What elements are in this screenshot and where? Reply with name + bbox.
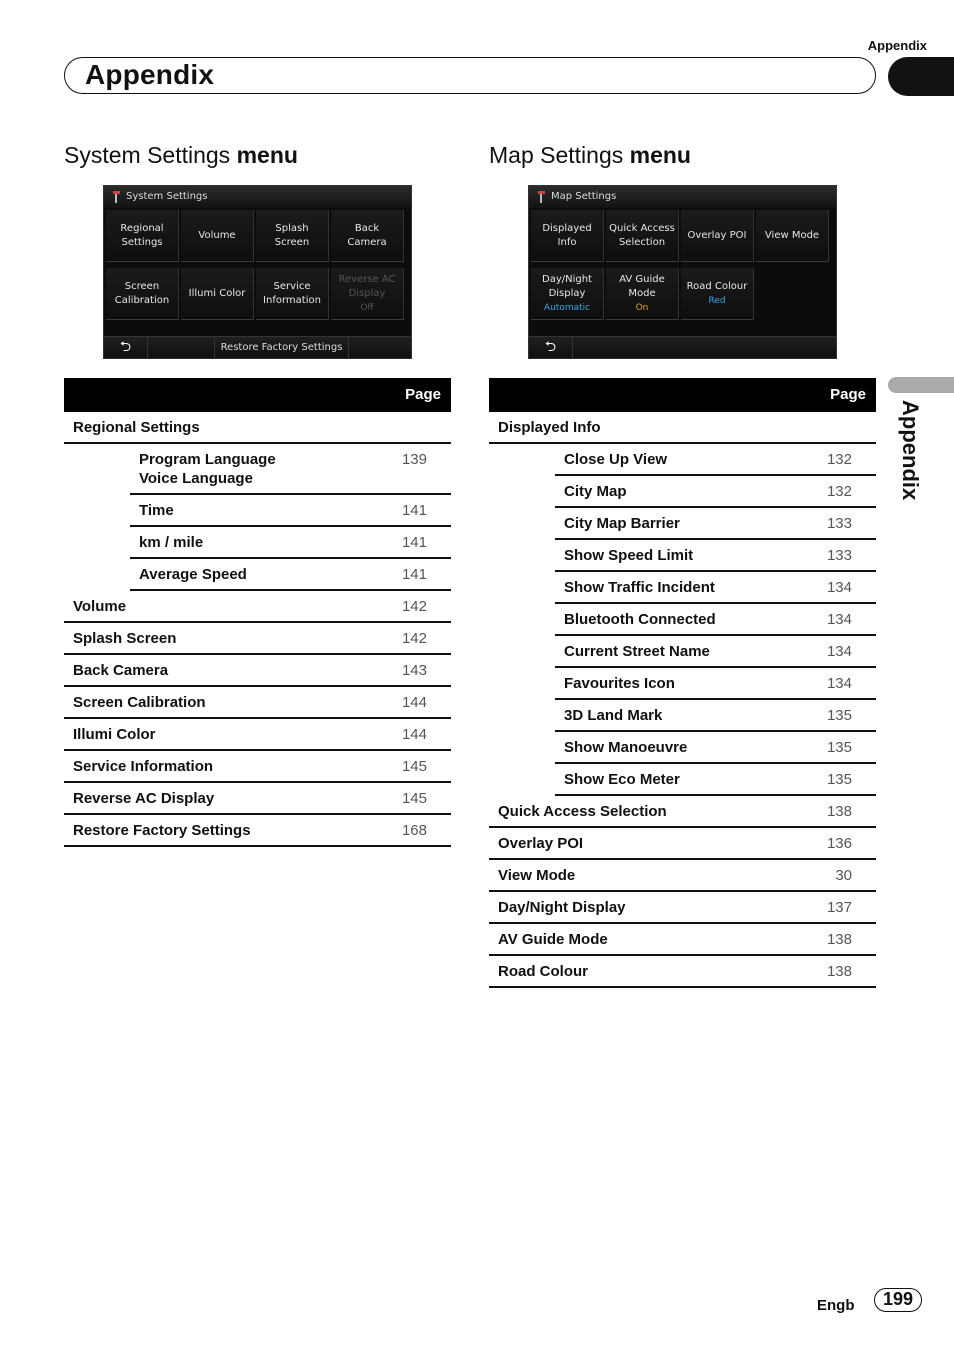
- row-label: [73, 597, 126, 616]
- row-label: [564, 642, 710, 661]
- row-label-line: Show Manoeuvre: [564, 739, 688, 756]
- side-tab: [895, 400, 925, 520]
- row-label: [564, 738, 687, 757]
- row-label: [498, 418, 601, 437]
- table-row: [555, 444, 876, 476]
- screen-title-bar: [104, 186, 411, 208]
- tile-label: Info: [557, 236, 577, 248]
- tile-overlay-poi[interactable]: [681, 210, 754, 262]
- tile-label: Splash: [275, 222, 309, 234]
- row-label: [73, 757, 213, 776]
- tile-day-night-display[interactable]: [531, 268, 604, 320]
- tile-splash-screen[interactable]: [256, 210, 329, 262]
- row-label: [73, 789, 214, 808]
- table-row: [489, 860, 876, 892]
- row-page-number: 133: [826, 515, 852, 532]
- system-settings-heading: [64, 142, 298, 169]
- row-label-line: Splash Screen: [73, 630, 177, 647]
- row-label-line: Displayed Info: [498, 419, 601, 436]
- page-number: 199: [874, 1288, 922, 1312]
- tile-label: Displayed: [542, 222, 592, 234]
- row-label-line: Program Language: [139, 451, 276, 468]
- row-label-line: Road Colour: [498, 963, 588, 980]
- row-label-line: Volume: [73, 598, 127, 615]
- tile-label: Day/Night: [542, 273, 592, 285]
- system-settings-heading-bold: menu: [236, 142, 298, 168]
- map-settings-table: [489, 378, 876, 988]
- row-page-number: 135: [826, 739, 852, 756]
- row-label: [73, 693, 206, 712]
- tile-quick-access-selection[interactable]: [606, 210, 679, 262]
- row-label: [564, 706, 662, 725]
- row-page-number: 141: [401, 534, 427, 551]
- system-settings-heading-normal: System Settings: [64, 142, 231, 168]
- back-arrow-icon[interactable]: ⮌: [529, 337, 573, 358]
- row-label-line: City Map: [564, 483, 627, 500]
- row-label: [498, 802, 667, 821]
- tile-label: Volume: [198, 229, 236, 241]
- table-row: [64, 591, 451, 623]
- row-label: [73, 661, 168, 680]
- row-label: [498, 834, 583, 853]
- row-label-line: Screen Calibration: [73, 694, 206, 711]
- row-label: [498, 898, 626, 917]
- tile-road-colour[interactable]: [681, 268, 754, 320]
- row-page-number: 139: [401, 451, 427, 468]
- table-row: [130, 527, 451, 559]
- tile-label: Regional: [120, 222, 164, 234]
- system-settings-screen: [103, 185, 412, 359]
- map-settings-screen: [528, 185, 837, 359]
- table-header: [489, 378, 876, 412]
- chapter-tab: [888, 57, 954, 96]
- row-label-line: Overlay POI: [498, 835, 584, 852]
- tile-screen-calibration[interactable]: [106, 268, 179, 320]
- row-label-line: Favourites Icon: [564, 675, 675, 692]
- row-page-number: 138: [826, 931, 852, 948]
- tile-label: Reverse AC: [338, 273, 396, 285]
- row-label: [139, 565, 247, 584]
- tile-label: Camera: [347, 236, 387, 248]
- screen-title: Map Settings: [551, 191, 617, 202]
- row-label-line: Quick Access Selection: [498, 803, 667, 820]
- row-label: [498, 930, 608, 949]
- row-label: [73, 725, 156, 744]
- tile-label: Road Colour: [686, 280, 748, 292]
- restore-factory-settings-button[interactable]: Restore Factory Settings: [214, 337, 349, 358]
- row-label: [139, 450, 276, 488]
- settings-icon: [113, 190, 120, 204]
- row-label-line: Reverse AC Display: [73, 790, 215, 807]
- row-label: [564, 514, 680, 533]
- settings-icon: [538, 190, 545, 204]
- row-page-number: 138: [826, 803, 852, 820]
- row-page-number: 168: [401, 822, 427, 839]
- row-label: [73, 821, 251, 840]
- row-label-line: 3D Land Mark: [564, 707, 663, 724]
- table-row: [130, 559, 451, 591]
- row-label: [498, 866, 575, 885]
- tile-label: Display: [348, 287, 386, 299]
- table-row: [130, 444, 451, 495]
- row-label-line: Time: [139, 502, 174, 519]
- tile-label: Settings: [121, 236, 163, 248]
- screen-title-bar: [529, 186, 836, 208]
- tile-reverse-ac-display[interactable]: [331, 268, 404, 320]
- row-page-number: 142: [401, 630, 427, 647]
- row-page-number: 134: [826, 611, 852, 628]
- row-page-number: 145: [401, 790, 427, 807]
- row-label-line: Restore Factory Settings: [73, 822, 251, 839]
- table-row: [555, 732, 876, 764]
- row-label: [139, 533, 203, 552]
- row-label: [73, 629, 176, 648]
- tile-status: Automatic: [543, 302, 591, 313]
- row-page-number: 134: [826, 579, 852, 596]
- chapter-title: Appendix: [85, 59, 215, 90]
- row-page-number: 144: [401, 726, 427, 743]
- row-page-number: 137: [826, 899, 852, 916]
- row-page-number: 132: [826, 451, 852, 468]
- table-row: [555, 700, 876, 732]
- table-row: [555, 508, 876, 540]
- tile-label: Information: [263, 294, 321, 306]
- tile-status: On: [635, 302, 649, 313]
- table-row: [64, 687, 451, 719]
- running-head: Appendix: [867, 38, 927, 53]
- table-row: [489, 892, 876, 924]
- table-row: [489, 412, 876, 444]
- tile-status: Off: [360, 302, 374, 313]
- screen-bottom-bar: [104, 336, 411, 358]
- row-page-number: 132: [826, 483, 852, 500]
- row-label-line: Show Traffic Incident: [564, 579, 715, 596]
- row-label-line: Day/Night Display: [498, 899, 626, 916]
- row-label: [564, 674, 675, 693]
- row-page-number: 138: [826, 963, 852, 980]
- tile-label: View Mode: [764, 229, 820, 241]
- row-label-line: View Mode: [498, 867, 576, 884]
- tile-label: Calibration: [114, 294, 170, 306]
- table-row: [555, 604, 876, 636]
- tile-view-mode[interactable]: [756, 210, 829, 262]
- row-label: [564, 610, 716, 629]
- row-label: [564, 546, 693, 565]
- row-label-line: Average Speed: [139, 566, 247, 583]
- tile-av-guide-mode[interactable]: [606, 268, 679, 320]
- row-page-number: 30: [835, 867, 852, 884]
- row-page-number: 142: [401, 598, 427, 615]
- table-row: [555, 668, 876, 700]
- chapter-title-bar: [64, 57, 876, 94]
- row-label-line: Show Speed Limit: [564, 547, 694, 564]
- side-tab-label: Appendix: [898, 400, 923, 501]
- table-row: [64, 783, 451, 815]
- back-arrow-icon[interactable]: ⮌: [104, 337, 148, 358]
- row-label-line: Show Eco Meter: [564, 771, 680, 788]
- row-page-number: 133: [826, 547, 852, 564]
- row-label-line: Service Information: [73, 758, 214, 775]
- screen-bottom-bar: [529, 336, 836, 358]
- table-row: [489, 924, 876, 956]
- row-label-line: Close Up View: [564, 451, 668, 468]
- tile-status: Red: [708, 295, 726, 306]
- tile-label: Display: [548, 287, 586, 299]
- screen-title: System Settings: [126, 191, 208, 202]
- tile-label: Illumi Color: [188, 287, 246, 299]
- table-row: [64, 719, 451, 751]
- row-label: [564, 578, 715, 597]
- table-row: [555, 476, 876, 508]
- row-label: [564, 450, 667, 469]
- footer-language: Engb: [817, 1297, 855, 1314]
- table-row: [555, 636, 876, 668]
- table-row: [555, 572, 876, 604]
- table-row: [64, 751, 451, 783]
- table-row: [130, 495, 451, 527]
- row-label-line: km / mile: [139, 534, 204, 551]
- tile-label: Selection: [618, 236, 666, 248]
- row-label-line: Illumi Color: [73, 726, 156, 743]
- map-settings-heading-normal: Map Settings: [489, 142, 624, 168]
- tile-service-information[interactable]: [256, 268, 329, 320]
- tile-label: Mode: [628, 287, 656, 299]
- table-row: [489, 828, 876, 860]
- row-page-number: 134: [826, 643, 852, 660]
- table-row: [64, 412, 451, 444]
- row-label: [498, 962, 588, 981]
- tile-displayed-info[interactable]: [531, 210, 604, 262]
- row-page-number: 136: [826, 835, 852, 852]
- side-tab-marker: [888, 377, 954, 393]
- row-label: [564, 770, 680, 789]
- row-page-number: 145: [401, 758, 427, 775]
- tile-label: AV Guide: [619, 273, 665, 285]
- page-column-header: Page: [830, 386, 866, 403]
- table-row: [489, 956, 876, 988]
- tile-regional-settings[interactable]: [106, 210, 179, 262]
- map-settings-heading: [489, 142, 691, 169]
- table-row: [489, 796, 876, 828]
- tile-label: Back: [354, 222, 380, 234]
- page-column-header: Page: [405, 386, 441, 403]
- row-label-line: Back Camera: [73, 662, 169, 679]
- row-page-number: 134: [826, 675, 852, 692]
- table-row: [64, 623, 451, 655]
- row-label: [139, 501, 174, 520]
- row-page-number: 135: [826, 707, 852, 724]
- table-header: [64, 378, 451, 412]
- map-settings-heading-bold: menu: [629, 142, 691, 168]
- table-row: [64, 815, 451, 847]
- table-row: [64, 655, 451, 687]
- table-row: [555, 764, 876, 796]
- row-label: [73, 418, 200, 437]
- row-label-line: Bluetooth Connected: [564, 611, 716, 628]
- row-page-number: 141: [401, 566, 427, 583]
- tile-label: Quick Access: [609, 222, 675, 234]
- tile-label: Screen: [274, 236, 310, 248]
- row-page-number: 144: [401, 694, 427, 711]
- row-label-line: AV Guide Mode: [498, 931, 608, 948]
- tile-back-camera[interactable]: [331, 210, 404, 262]
- tile-label: Service: [273, 280, 311, 292]
- row-label-line: City Map Barrier: [564, 515, 680, 532]
- system-settings-table: [64, 378, 451, 847]
- row-page-number: 143: [401, 662, 427, 679]
- row-label: [564, 482, 627, 501]
- tile-label: Overlay POI: [687, 229, 747, 241]
- row-page-number: 135: [826, 771, 852, 788]
- tile-volume[interactable]: [181, 210, 254, 262]
- row-label-line: Voice Language: [139, 470, 253, 487]
- row-page-number: 141: [401, 502, 427, 519]
- row-label-line: Current Street Name: [564, 643, 710, 660]
- table-row: [555, 540, 876, 572]
- row-label-line: Regional Settings: [73, 419, 200, 436]
- tile-illumi-color[interactable]: [181, 268, 254, 320]
- tile-label: Screen: [124, 280, 160, 292]
